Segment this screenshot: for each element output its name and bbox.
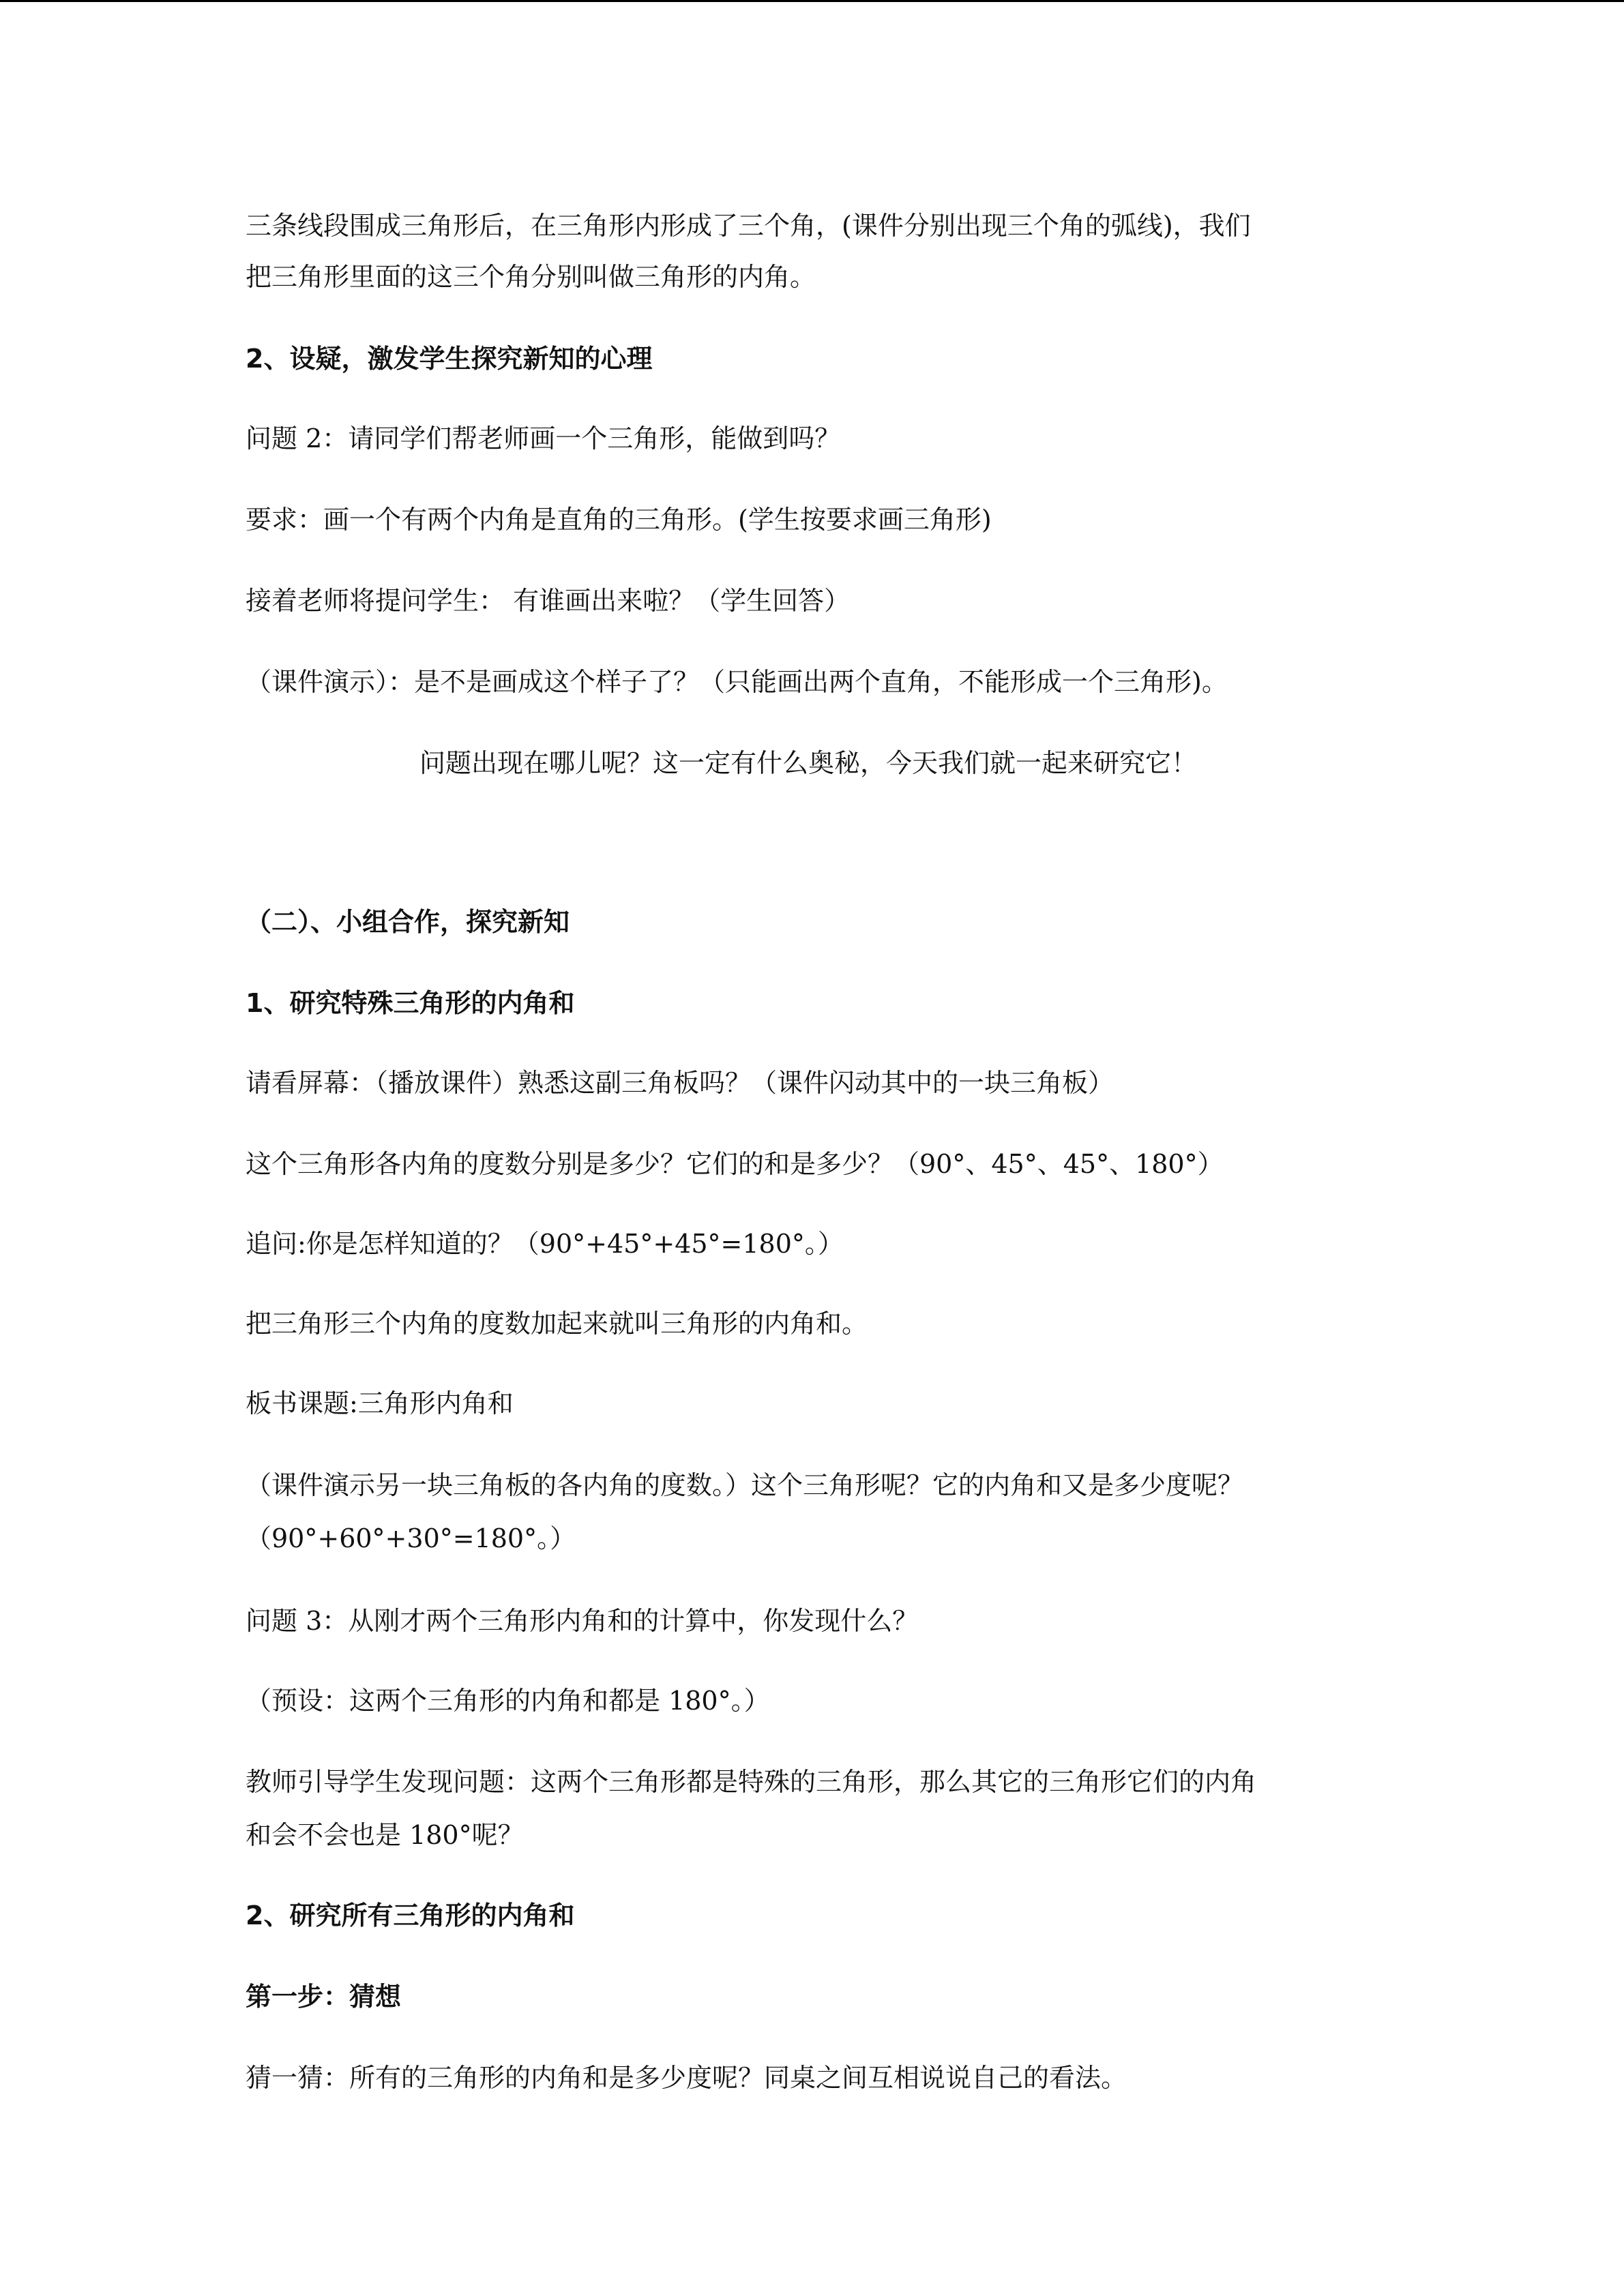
- body-text-line: 把三角形里面的这三个角分别叫做三角形的内角。: [246, 262, 816, 292]
- body-text-line: 把三角形三个内角的度数加起来就叫三角形的内角和。: [246, 1309, 868, 1339]
- section-heading: 2、设疑，激发学生探究新知的心理: [246, 344, 653, 374]
- body-text-line: 问题 3：从刚才两个三角形内角和的计算中，你发现什么？: [246, 1606, 919, 1636]
- body-text-line: （课件演示）：是不是画成这个样子了？（只能画出两个直角，不能形成一个三角形)。: [246, 667, 1228, 697]
- body-text-line: 追问:你是怎样知道的？（90°+45°+45°=180°。）: [246, 1229, 844, 1259]
- body-text-line: 三条线段围成三角形后，在三角形内形成了三个角，(课件分别出现三个角的弧线)，我们: [246, 211, 1251, 241]
- body-text-line: 和会不会也是 180°呢？: [246, 1820, 524, 1850]
- section-heading: 第一步：猜想: [246, 1982, 402, 2012]
- body-text-line: （预设：这两个三角形的内角和都是 180°。）: [246, 1686, 770, 1716]
- section-heading: （二）、小组合作，探究新知: [246, 907, 570, 937]
- body-text-line: （90°+60°+30°=180°。）: [246, 1523, 576, 1553]
- body-text-line: （课件演示另一块三角板的各内角的度数。）这个三角形呢？它的内角和又是多少度呢？: [246, 1470, 1244, 1500]
- body-text-line: 猜一猜：所有的三角形的内角和是多少度呢？同桌之间互相说说自己的看法。: [246, 2063, 1127, 2093]
- section-heading: 2、研究所有三角形的内角和: [246, 1900, 575, 1930]
- body-text-line: 接着老师将提问学生： 有谁画出来啦？（学生回答）: [246, 586, 851, 616]
- section-heading: 1、研究特殊三角形的内角和: [246, 988, 575, 1018]
- body-text-line: 教师引导学生发现问题：这两个三角形都是特殊的三角形，那么其它的三角形它们的内角: [246, 1767, 1257, 1797]
- body-text-line: 请看屏幕：（播放课件）熟悉这副三角板吗？（课件闪动其中的一块三角板）: [246, 1068, 1114, 1098]
- body-text-line: 板书课题:三角形内角和: [246, 1388, 514, 1418]
- body-text-line: 这个三角形各内角的度数分别是多少？它们的和是多少？（90°、45°、45°、180°）: [246, 1149, 1224, 1179]
- body-text-line: 问题 2：请同学们帮老师画一个三角形，能做到吗？: [246, 423, 841, 453]
- body-text-line: 要求：画一个有两个内角是直角的三角形。(学生按要求画三角形): [246, 505, 992, 535]
- centered-text-line: 问题出现在哪儿呢？这一定有什么奥秘，今天我们就一起来研究它！: [419, 748, 1198, 778]
